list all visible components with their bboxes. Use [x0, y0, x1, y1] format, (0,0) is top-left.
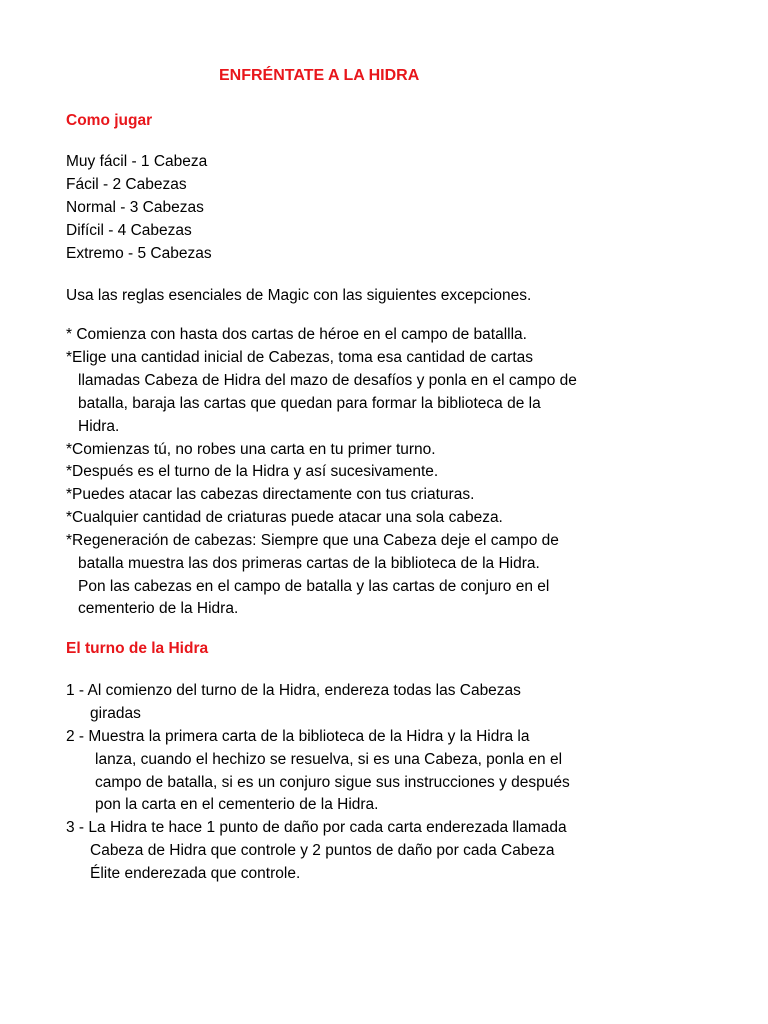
turn-step-line: lanza, cuando el hechizo se resuelva, si es una Cabeza, ponla en el [95, 751, 563, 768]
rule-line: * Comienza con hasta dos cartas de héroe en el campo de batallla. [66, 326, 527, 343]
rule-line: *Después es el turno de la Hidra y así sucesivamente. [66, 463, 439, 480]
rule-line: llamadas Cabeza de Hidra del mazo de desafíos y ponla en el campo de [78, 372, 577, 389]
rule-line: *Comienzas tú, no robes una carta en tu primer turno. [66, 441, 436, 458]
rule-line: Pon las cabezas en el campo de batalla y las cartas de conjuro en el [78, 578, 550, 595]
turn-step-line: Élite enderezada que controle. [90, 865, 301, 882]
rule-line: cementerio de la Hidra. [78, 600, 239, 617]
difficulty-item: Fácil - 2 Cabezas [66, 176, 187, 193]
section-heading-how-to-play: Como jugar [66, 112, 153, 129]
turn-step-line: giradas [90, 705, 141, 722]
rule-line: *Regeneración de cabezas: Siempre que una Cabeza deje el campo de [66, 532, 559, 549]
turn-step-line: 2 - Muestra la primera carta de la biblioteca de la Hidra y la Hidra la [66, 728, 530, 745]
rule-line: Hidra. [78, 418, 120, 435]
turn-step-line: pon la carta en el cementerio de la Hidra. [95, 796, 379, 813]
rule-line: *Cualquier cantidad de criaturas puede atacar una sola cabeza. [66, 509, 503, 526]
difficulty-item: Difícil - 4 Cabezas [66, 222, 192, 239]
document-title: ENFRÉNTATE A LA HIDRA [219, 67, 420, 84]
section-heading-hydra-turn: El turno de la Hidra [66, 640, 209, 657]
rule-line: batalla muestra las dos primeras cartas de la biblioteca de la Hidra. [78, 555, 540, 572]
turn-step-line: 1 - Al comienzo del turno de la Hidra, endereza todas las Cabezas [66, 682, 521, 699]
rule-line: *Elige una cantidad inicial de Cabezas, toma esa cantidad de cartas [66, 349, 534, 366]
rule-line: batalla, baraja las cartas que quedan para formar la biblioteca de la [78, 395, 541, 412]
turn-step-line: Cabeza de Hidra que controle y 2 puntos de daño por cada Cabeza [90, 842, 555, 859]
difficulty-item: Muy fácil - 1 Cabeza [66, 153, 208, 170]
difficulty-item: Normal - 3 Cabezas [66, 199, 204, 216]
turn-step-line: 3 - La Hidra te hace 1 punto de daño por cada carta enderezada llamada [66, 819, 567, 836]
turn-step-line: campo de batalla, si es un conjuro sigue sus instrucciones y después [95, 774, 570, 791]
rules-intro: Usa las reglas esenciales de Magic con las siguientes excepciones. [66, 287, 532, 304]
difficulty-item: Extremo - 5 Cabezas [66, 245, 212, 262]
rule-line: *Puedes atacar las cabezas directamente con tus criaturas. [66, 486, 475, 503]
